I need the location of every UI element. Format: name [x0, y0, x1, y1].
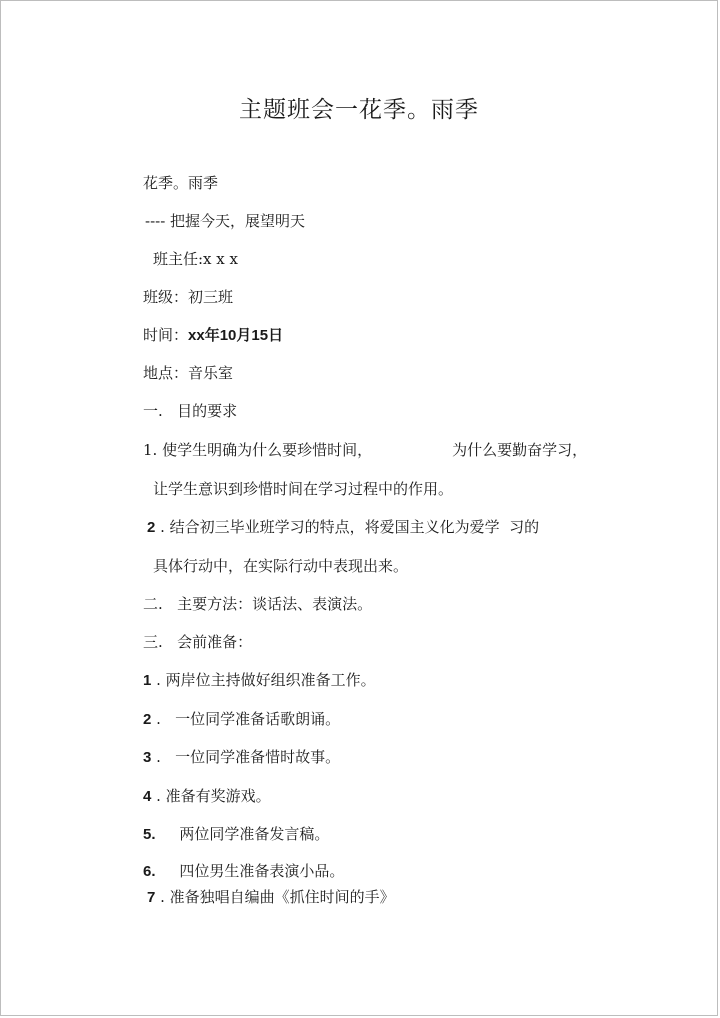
- prep-text: . 准备有奖游戏。: [151, 787, 271, 805]
- prep-text: 四位男生准备表演小品。: [155, 862, 345, 880]
- prep-num: 5.: [143, 826, 156, 843]
- goal-2-line-b: 具体行动中，在实际行动中表现出来。: [153, 557, 409, 575]
- prep-num: 1: [143, 672, 152, 689]
- prep-item-2: [143, 709, 340, 730]
- prep-item-1: [143, 670, 376, 691]
- prep-item-6: [143, 861, 344, 882]
- goal-2-text: . 结合初三毕业班学习的特点，将爱国主义化为爱学 习的: [155, 518, 540, 536]
- prep-num: 3: [143, 749, 152, 766]
- prep-text: . 一位同学准备话歌朗诵。: [151, 710, 341, 728]
- goal-1-line-a: [143, 440, 587, 460]
- goal-2-number: 2: [147, 519, 156, 536]
- goal-1-part-a: 1. 使学生明确为什么要珍惜时间，: [143, 441, 373, 459]
- prep-num: 4: [143, 788, 152, 805]
- time-line: [143, 325, 283, 346]
- document-title: 主题班会一花季。雨季: [239, 97, 479, 123]
- time-label: 时间：: [143, 326, 189, 344]
- section-heading-2: 二. 主要方法：谈话法、表演法。: [143, 595, 373, 613]
- prep-text: . 两岸位主持做好组织准备工作。: [151, 671, 376, 689]
- place-line: 地点：音乐室: [143, 364, 234, 382]
- teacher-line: 班主任:x x x: [153, 250, 238, 268]
- prep-item-5: [143, 824, 329, 845]
- prep-num: 2: [143, 711, 152, 728]
- prep-text: 两位同学准备发言稿。: [155, 825, 330, 843]
- prep-text: . 准备独唱自编曲《抓住时间的手》: [155, 888, 395, 906]
- motto: ---- 把握今天，展望明天: [145, 212, 306, 230]
- prep-item-3: [143, 747, 340, 768]
- class-line: 班级：初三班: [143, 288, 234, 306]
- goal-2-line-a: [147, 517, 539, 538]
- goal-1-line-b: 让学生意识到珍惜时间在学习过程中的作用。: [153, 480, 454, 498]
- goal-1-part-b: 为什么要勤奋学习，: [452, 441, 588, 459]
- prep-num: 7: [147, 889, 156, 906]
- prep-text: . 一位同学准备惜时故事。: [151, 748, 341, 766]
- section-heading-3: 三. 会前准备：: [143, 633, 253, 651]
- time-value: xx年10月15日: [188, 327, 284, 344]
- prep-item-7: [147, 887, 395, 908]
- prep-item-4: [143, 786, 271, 807]
- subtitle: 花季。雨季: [143, 174, 219, 192]
- prep-num: 6.: [143, 863, 156, 880]
- section-heading-1: 一. 目的要求: [143, 402, 238, 420]
